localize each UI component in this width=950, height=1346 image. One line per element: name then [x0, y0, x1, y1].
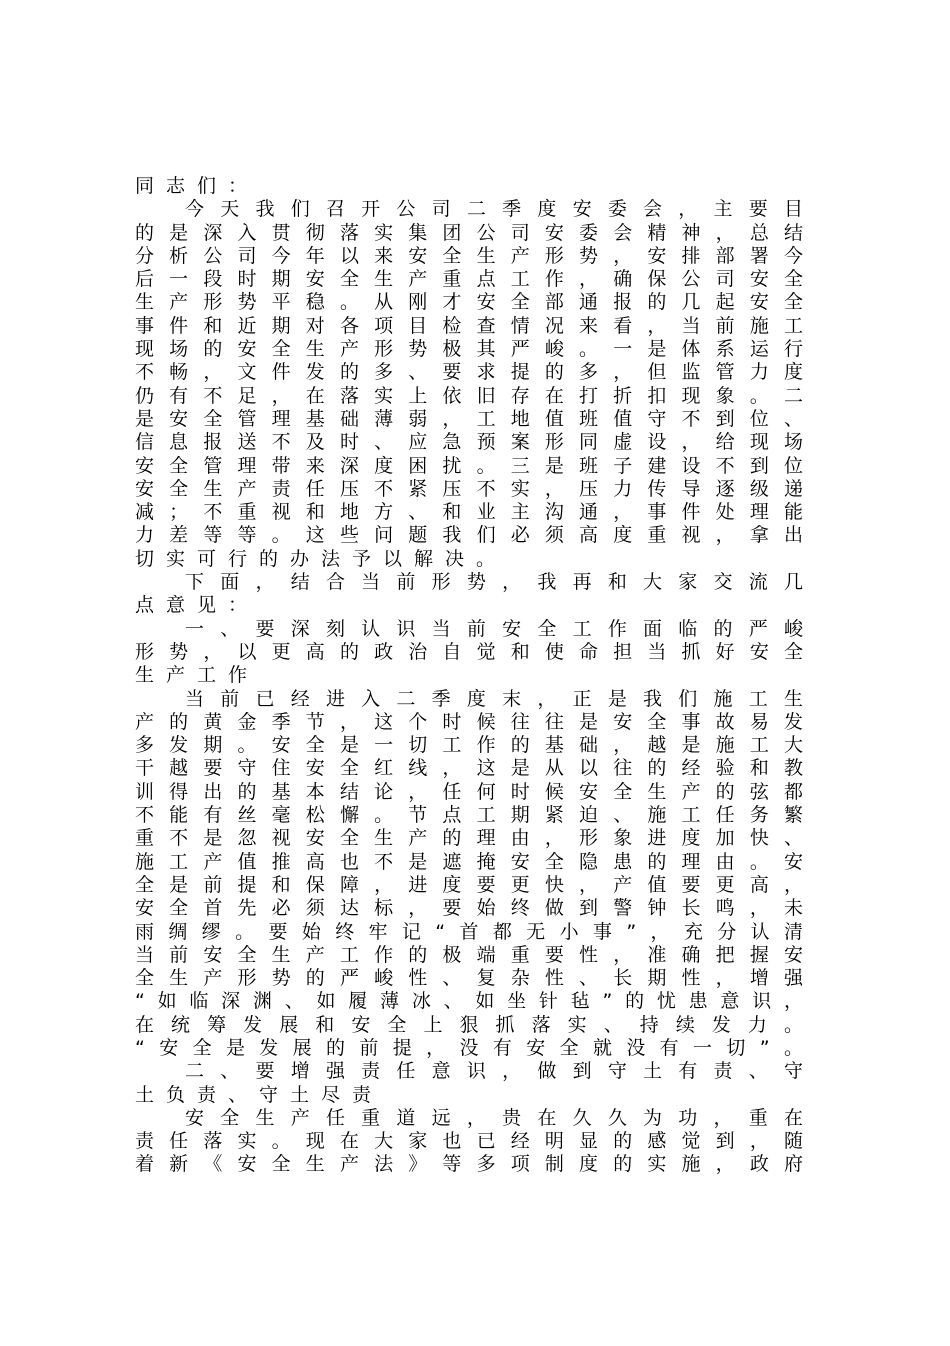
- document-body: [135, 175, 815, 1177]
- text-line: 信息报送不及时、应急预案形同虚设，给现场: [135, 431, 815, 454]
- text-line: 在统筹发展和安全上狠抓落实、持续发力。: [135, 1013, 815, 1036]
- text-line: 施工产值推高也不是遮掩安全隐患的理由。安: [135, 850, 815, 873]
- text-line: 形势，以更高的政治自觉和使命担当抓好安全: [135, 640, 815, 663]
- text-line: 全是前提和保障，进度要更快，产值要更高，: [135, 873, 815, 896]
- text-line: “如临深渊、如履薄冰、如坐针毡”的忧患意识，: [135, 990, 815, 1013]
- text-line: 不能有丝毫松懈。节点工期紧迫、施工任务繁: [135, 804, 815, 827]
- text-line: 同志们：: [135, 175, 260, 197]
- text-line: 一、要深刻认识当前安全工作面临的严峻: [185, 617, 815, 640]
- text-line: 分析公司今年以来安全生产形势，安排部署今: [135, 244, 815, 267]
- text-line: 全生产形势的严峻性、复杂性、长期性，增强: [135, 967, 815, 990]
- text-line: 产的黄金季节，这个时候往往是安全事故易发: [135, 710, 815, 733]
- text-line: 安全首先必须达标，要始终做到警钟长鸣，未: [135, 897, 815, 920]
- text-line: 当前安全生产工作的极端重要性，准确把握安: [135, 943, 815, 966]
- text-line: 切实可行的办法予以解决。: [135, 547, 508, 570]
- text-line: 现场的安全生产形势极其严峻。一是体系运行: [135, 338, 815, 361]
- text-line: 雨绸缪。要始终牢记“首都无小事”，充分认清: [135, 920, 815, 943]
- text-line: 的是深入贯彻落实集团公司安委会精神，总结: [135, 221, 815, 244]
- text-line: 生产工作: [135, 664, 260, 687]
- text-line: 安全生产责任压不紧压不实，压力传导逐级递: [135, 477, 815, 500]
- text-line: 责任落实。现在大家也已经明显的感觉到，随: [135, 1130, 815, 1153]
- text-line: 点意见：: [135, 594, 260, 617]
- text-line: “安全是发展的前提，没有安全就没有一切”。: [135, 1036, 815, 1059]
- text-line: 减；不重视和地方、和业主沟通，事件处理能: [135, 501, 815, 524]
- text-line: 二、要增强责任意识，做到守土有责、守: [185, 1060, 815, 1083]
- text-line: 安全生产任重道远，贵在久久为功，重在: [185, 1106, 815, 1129]
- text-line: 当前已经进入二季度末，正是我们施工生: [185, 687, 815, 710]
- text-line: 下面，结合当前形势，我再和大家交流几: [185, 571, 815, 594]
- text-line: 不畅，文件发的多、要求提的多，但监管力度: [135, 361, 815, 384]
- text-line: 训得出的基本结论，任何时候安全生产的弦都: [135, 780, 815, 803]
- text-line: 力差等等。这些问题我们必须高度重视，拿出: [135, 524, 815, 547]
- text-line: 今天我们召开公司二季度安委会，主要目: [185, 198, 815, 221]
- text-line: 着新《安全生产法》等多项制度的实施，政府: [135, 1153, 815, 1176]
- text-line: 事件和近期对各项目检查情况来看，当前施工: [135, 314, 815, 337]
- text-line: 是安全管理基础薄弱，工地值班值守不到位、: [135, 407, 815, 430]
- text-line: 安全管理带来深度困扰。三是班子建设不到位: [135, 454, 815, 477]
- text-line: 生产形势平稳。从刚才安全部通报的几起安全: [135, 291, 815, 314]
- text-line: 干越要守住安全红线，这是从以往的经验和教: [135, 757, 815, 780]
- text-line: 重不是忽视安全生产的理由，形象进度加快、: [135, 827, 815, 850]
- text-line: 土负责、守土尽责: [135, 1083, 384, 1106]
- text-line: 多发期。安全是一切工作的基础，越是施工大: [135, 734, 815, 757]
- text-line: 仍有不足，在落实上依旧存在打折扣现象。二: [135, 384, 815, 407]
- text-line: 后一段时期安全生产重点工作，确保公司安全: [135, 268, 815, 291]
